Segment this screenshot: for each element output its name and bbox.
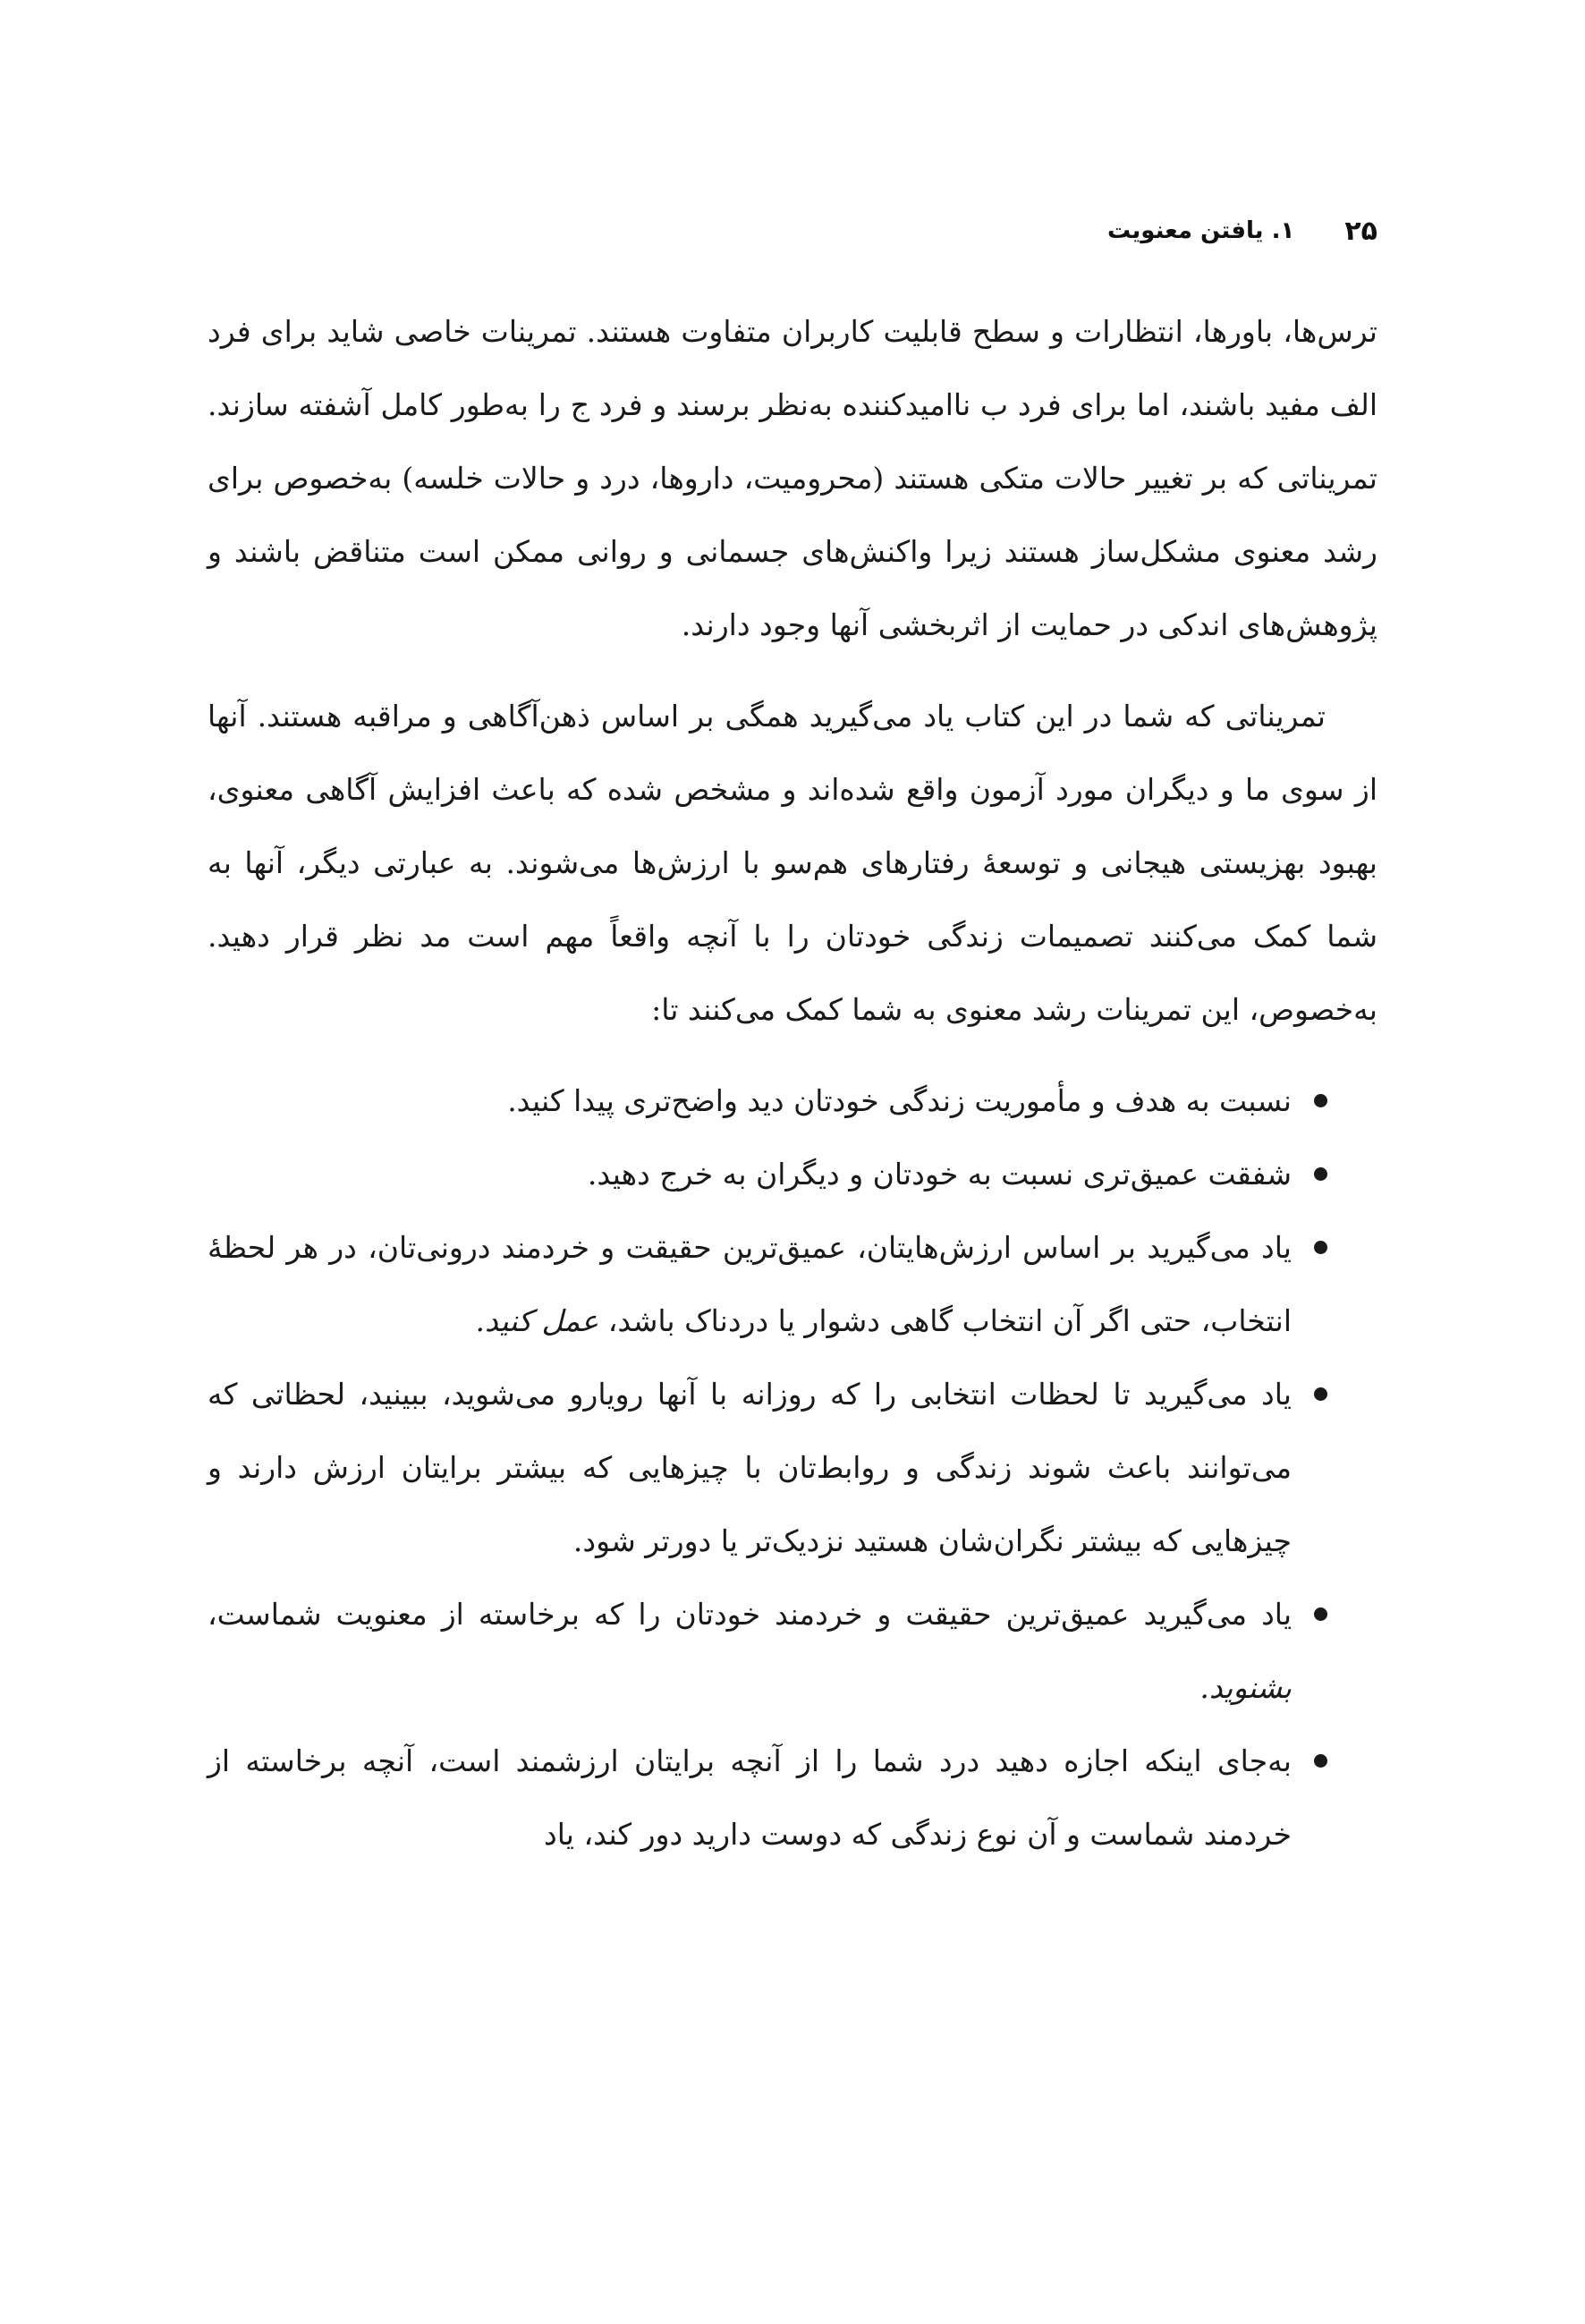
- paragraph: ترس‌ها، باورها، انتظارات و سطح قابلیت کاربران متفاوت هستند. تمرینات خاصی شاید برای فرد الف مفید باشند، اما برای فرد ب ناامیدکننده به‌نظر برسند و فرد ج را به‌طور کامل آشفته سازند. تمریناتی که بر تغییر حالات متکی هستند (محرومیت، داروها، درد و حالات خلسه) به‌خصوص برای رشد معنوی مشکل‌ساز هستند زیرا واکنش‌های جسمانی و روانی ممکن است متناقض باشند و پژوهش‌های اندکی در حمایت از اثربخشی آنها وجود دارند.: [208, 314, 1377, 642]
- list-item: [208, 1358, 1292, 1578]
- list-item-text: به‌جای اینکه اجازه دهید درد شما را از آنچه برایتان ارزشمند است، آنچه برخاسته از خردمند شماست و آن نوع زندگی که دوست دارید دور کند، یاد: [208, 1743, 1292, 1852]
- page-number: ۲۵: [1344, 215, 1377, 247]
- list-item-text: یاد می‌گیرید بر اساس ارزش‌هایتان، عمیق‌ترین حقیقت و خردمند درونی‌تان، در هر لحظهٔ انتخاب، حتی اگر آن انتخاب گاهی دشوار یا دردناک باشد،: [208, 1230, 1292, 1338]
- list-item: [208, 1211, 1292, 1358]
- bullet-marker: [1314, 1167, 1327, 1181]
- list-item: [208, 1725, 1292, 1871]
- running-header: [1107, 213, 1377, 249]
- list-item-text: شفقت عمیق‌تری نسبت به خودتان و دیگران به خرج دهید.: [587, 1157, 1292, 1192]
- bullet-marker: [1314, 1241, 1327, 1254]
- bullet-marker: [1314, 1754, 1327, 1768]
- list-item-text: یاد می‌گیرید تا لحظات انتخابی را که روزانه با آنها رویارو می‌شوید، ببینید، لحظاتی که می‌توانند باعث شوند زندگی و روابط‌تان با چیزهایی که بیشتر برایتان ارزش دارند و چیزهایی که بیشتر نگران‌شان هستید نزدیک‌تر یا دورتر شود.: [208, 1377, 1292, 1558]
- bullet-marker: [1314, 1094, 1327, 1107]
- list-item-italic: بشنوید.: [1199, 1670, 1292, 1705]
- bullet-list: [208, 1064, 1377, 1871]
- list-item-text: نسبت به هدف و مأموریت زندگی خودتان دید واضح‌تری پیدا کنید.: [507, 1083, 1292, 1118]
- list-item-italic: عمل کنید.: [475, 1303, 599, 1338]
- list-item: [208, 1578, 1292, 1725]
- list-item: [208, 1138, 1292, 1211]
- bullet-marker: [1314, 1607, 1327, 1621]
- list-item-text: یاد می‌گیرید عمیق‌ترین حقیقت و خردمند خودتان را که برخاسته از معنویت شماست،: [208, 1597, 1292, 1632]
- body-text: [208, 295, 1377, 1871]
- bullet-marker: [1314, 1387, 1327, 1401]
- chapter-title: ۱. یافتن معنویت: [1106, 217, 1295, 244]
- paragraph: تمریناتی که شما در این کتاب یاد می‌گیرید همگی بر اساس ذهن‌آگاهی و مراقبه هستند. آنها از سوی ما و دیگران مورد آزمون واقع شده‌اند و مشخص شده که باعث افزایش آگاهی معنوی، بهبود بهزیستی هیجانی و توسعهٔ رفتارهای هم‌سو با ارزش‌ها می‌شوند. به عبارتی دیگر، آنها به شما کمک می‌کنند تصمیمات زندگی خودتان را با آنچه واقعاً مهم است مد نظر قرار دهید. به‌خصوص، این تمرینات رشد معنوی به شما کمک می‌کنند تا:: [208, 699, 1377, 1027]
- list-item: [208, 1064, 1292, 1138]
